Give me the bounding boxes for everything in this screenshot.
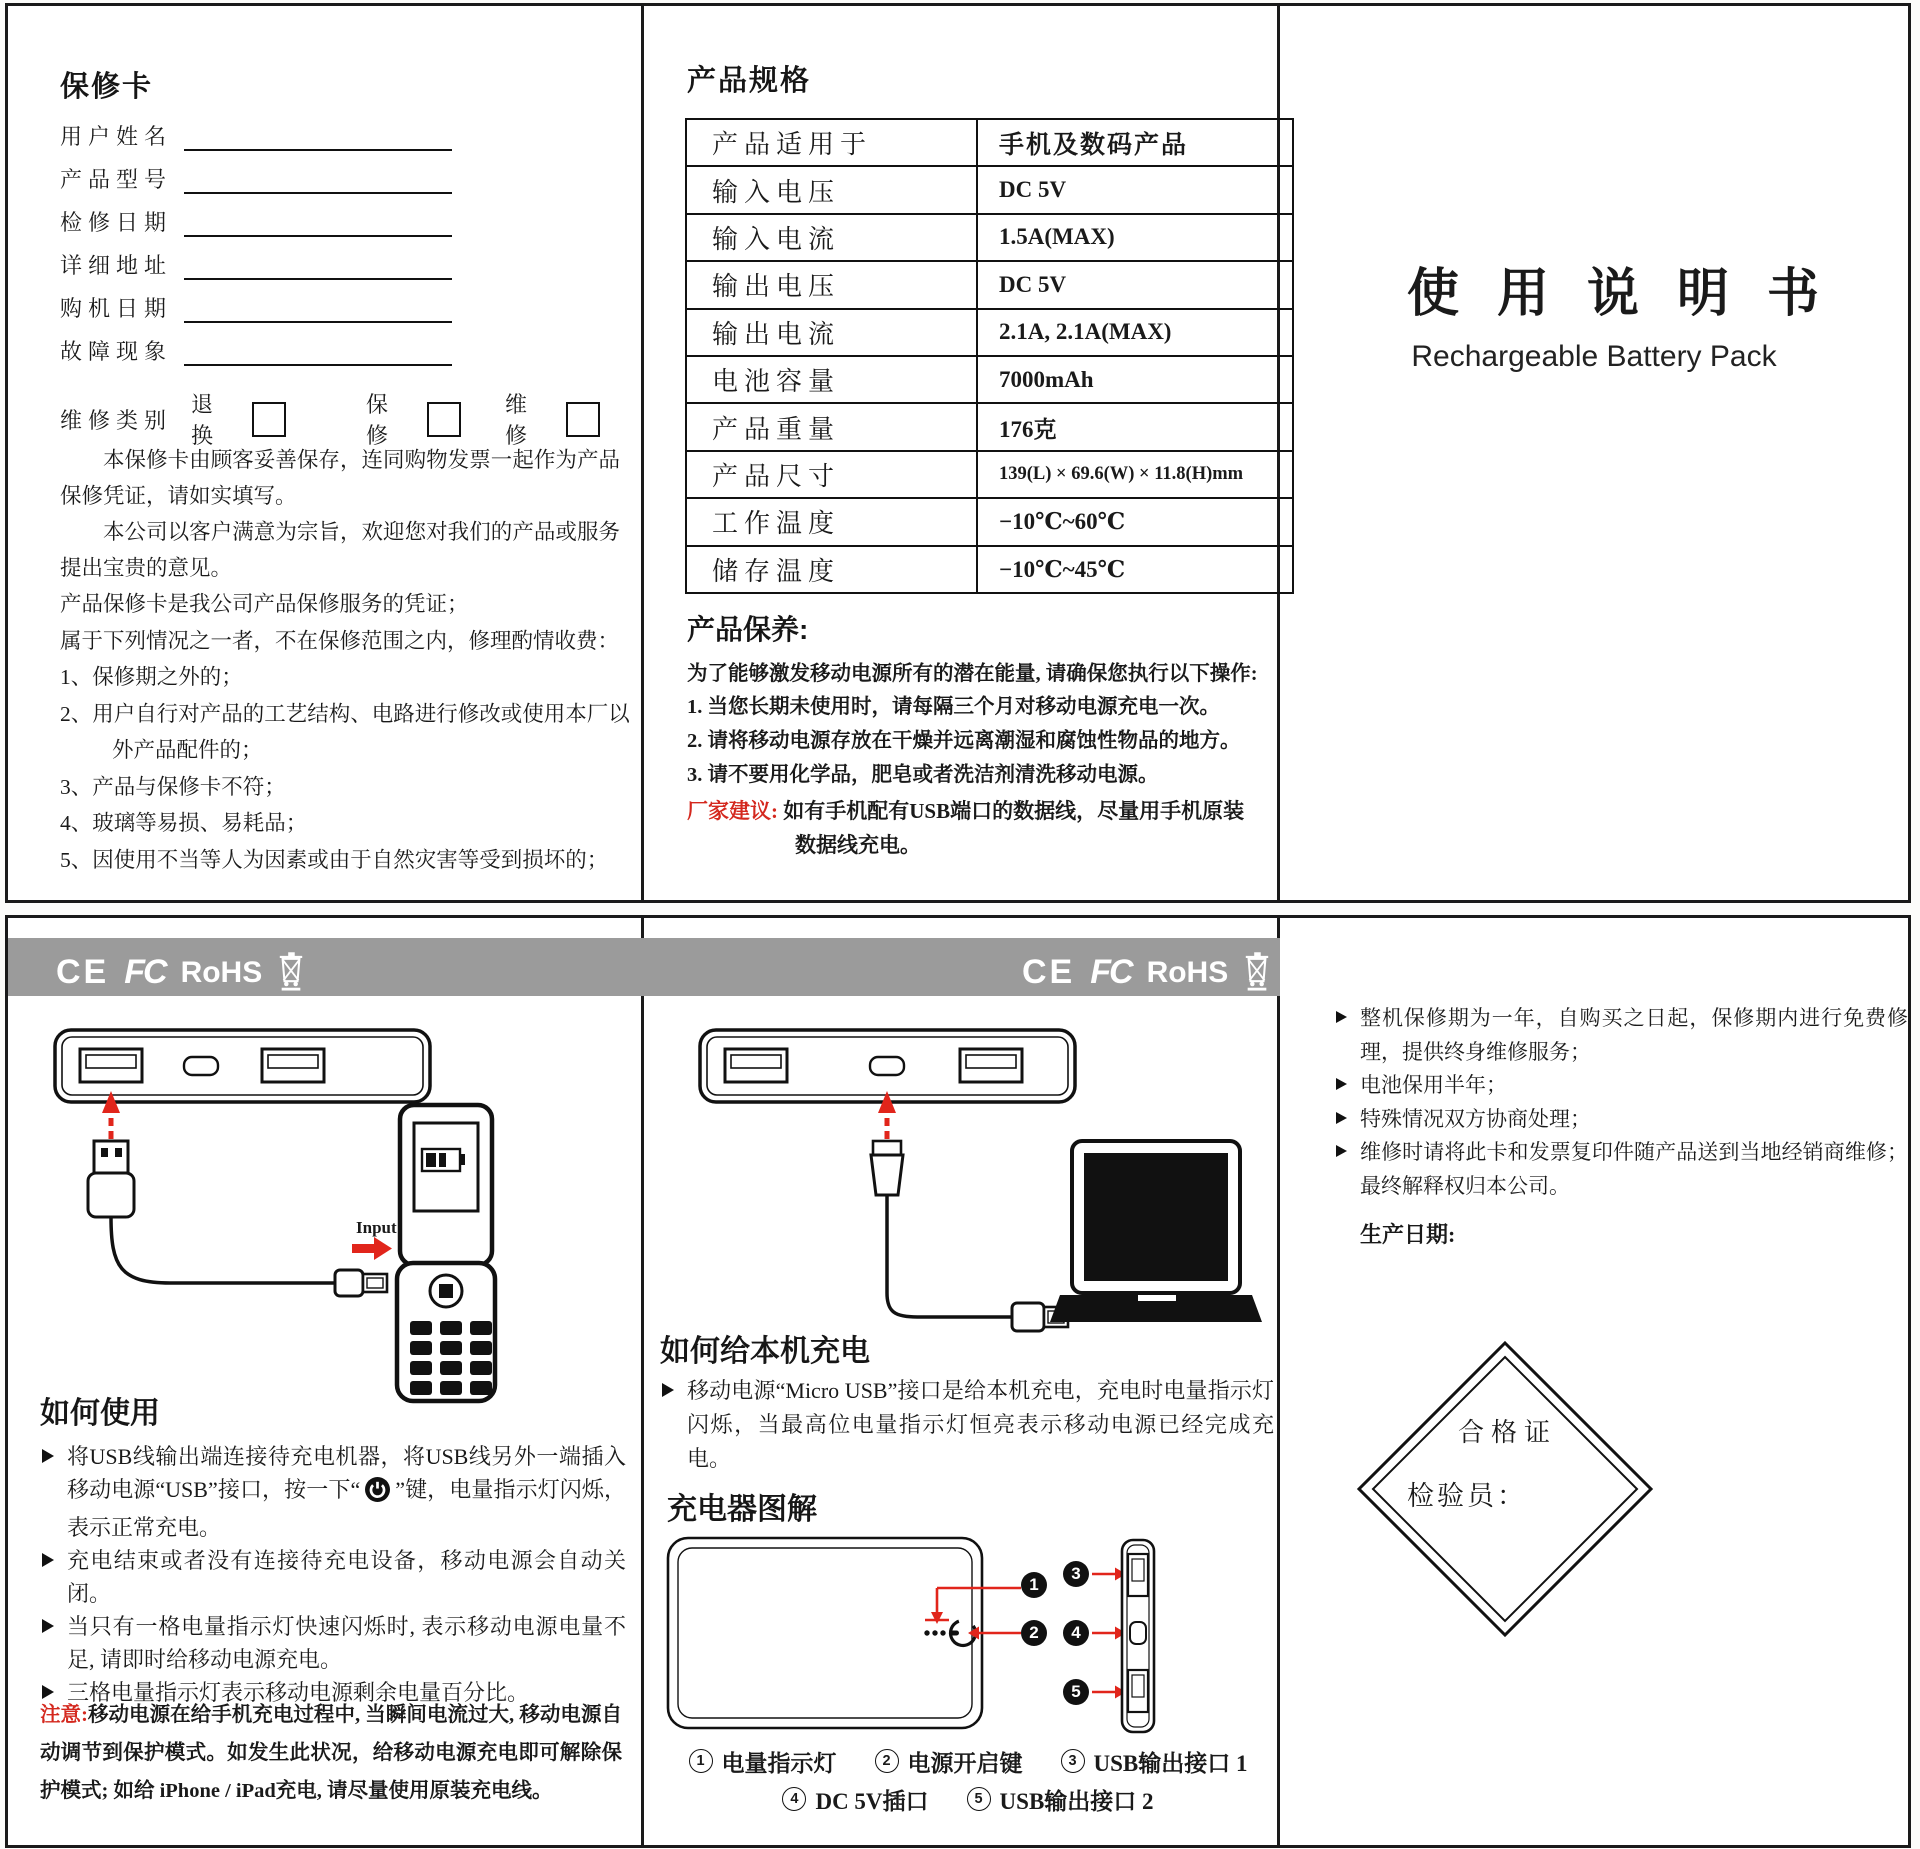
spec-label: 输入电流 xyxy=(686,214,977,261)
legend-label: DC 5V插口 xyxy=(815,1788,929,1814)
suggestion-text: 如有手机配有USB端口的数据线，尽量用手机原装 xyxy=(783,799,1245,823)
micro-usb-plug-icon xyxy=(873,1141,901,1155)
care-title: 产品保养: xyxy=(687,614,809,645)
cover-subtitle: Rechargeable Battery Pack xyxy=(1411,340,1777,373)
legend-item xyxy=(875,1745,1023,1778)
checkbox-warranty xyxy=(427,402,461,437)
legend-num: 2 xyxy=(875,1749,899,1773)
fill-in-line xyxy=(184,115,452,151)
rohs-mark: RoHS xyxy=(180,955,263,989)
spec-label: 储存温度 xyxy=(686,546,977,593)
checkbox-exchange xyxy=(252,402,286,437)
spec-label: 输入电压 xyxy=(686,166,977,213)
spec-label: 输出电流 xyxy=(686,309,977,356)
legend-item xyxy=(782,1783,928,1816)
charge-self-title: 如何给本机充电 xyxy=(660,1335,870,1368)
caution-note xyxy=(40,1696,622,1810)
bullet-item: 移动电源“Micro USB”接口是给本机充电，充电时电量指示灯闪烁，当最高位电量指示灯恒亮表示移动电源已经完成充电。 xyxy=(660,1374,1274,1476)
form-row xyxy=(60,151,452,194)
spec-label: 产品尺寸 xyxy=(686,451,977,498)
spec-value: 1.5A(MAX) xyxy=(977,214,1293,261)
suggestion-text-2: 数据线充电。 xyxy=(795,833,921,857)
power-button-icon xyxy=(365,1477,390,1511)
bullet-item: 当只有一格电量指示灯快速闪烁时, 表示移动电源电量不足, 请即时给移动电源充电。 xyxy=(40,1610,626,1676)
usb-port-1-icon xyxy=(80,1049,142,1082)
bullet-item: 充电结束或者没有连接待充电设备，移动电源会自动关闭。 xyxy=(40,1544,626,1610)
legend-label: 电源开启键 xyxy=(907,1750,1023,1776)
dc5v-port-icon xyxy=(1130,1622,1146,1644)
spec-table xyxy=(685,118,1294,594)
bullet-text: ”键，电量指示灯闪烁，表示正常充电。 xyxy=(67,1477,627,1540)
input-label: Input xyxy=(356,1218,397,1237)
usb-plug-icon xyxy=(335,1270,363,1296)
bullet-item: 三格电量指示灯表示移动电源剩余电量百分比。 xyxy=(40,1676,626,1709)
repair-type-label: 维修类别 xyxy=(60,407,173,433)
term-item: 1、保修期之外的； xyxy=(60,665,243,689)
suggestion-label: 厂家建议: xyxy=(687,799,778,823)
spec-value: −10℃~45℃ xyxy=(977,546,1293,593)
cover-title: 使用说明书 xyxy=(1406,266,1857,323)
warranty-terms-list xyxy=(60,586,632,878)
policy-item: 特殊情况双方协商处理； xyxy=(1333,1103,1908,1137)
care-item: 2. 请将移动电源存放在干燥并远离潮湿和腐蚀性物品的地方。 xyxy=(687,730,1241,752)
spec-label: 产品适用于 xyxy=(686,119,977,166)
how-to-use-title: 如何使用 xyxy=(40,1397,160,1430)
spec-title: 产品规格 xyxy=(687,65,812,97)
usb-plug-icon xyxy=(1012,1303,1044,1331)
form-row xyxy=(60,237,452,280)
rohs-mark: RoHS xyxy=(1146,955,1229,989)
how-to-use-list xyxy=(40,1440,626,1709)
panel-cover xyxy=(1280,6,1908,900)
legend-num: 5 xyxy=(967,1787,991,1811)
form-label: 检修日期 xyxy=(60,210,173,235)
form-label: 故障现象 xyxy=(60,339,173,364)
legend-num: 4 xyxy=(782,1787,806,1811)
care-item: 1. 当您长期未使用时，请每隔三个月对移动电源充电一次。 xyxy=(687,696,1220,718)
form-row xyxy=(60,194,452,237)
spec-value: DC 5V xyxy=(977,166,1293,213)
fill-in-line xyxy=(184,158,452,194)
repair-type-option: 维修 xyxy=(505,392,532,448)
ce-mark-icon: CE xyxy=(1022,953,1076,991)
usb-port-1-icon xyxy=(725,1049,787,1082)
fill-in-line xyxy=(184,201,452,237)
bullet-text: 将USB线输出端连接待充电机器，将USB线另外一端插入移动电源“USB”接口，按一下“ xyxy=(67,1444,626,1502)
bottom-sheet xyxy=(5,915,1911,1848)
form-label: 详细地址 xyxy=(60,253,173,278)
callout-badge-4: 4 xyxy=(1063,1620,1089,1646)
usb-cable xyxy=(887,1195,1012,1317)
warranty-policy-list xyxy=(1333,1002,1908,1203)
care-item: 3. 请不要用化学品，肥皂或者洗洁剂清洗移动电源。 xyxy=(687,764,1159,786)
production-date-label: 生产日期: xyxy=(1360,1222,1456,1247)
form-label: 用户姓名 xyxy=(60,124,173,149)
charging-diagram-powerbank-laptop xyxy=(660,1023,1270,1353)
cert-logo-group xyxy=(1022,949,1271,996)
spec-value: 176克 xyxy=(977,403,1293,450)
repair-type-row xyxy=(60,388,600,450)
spec-value: 手机及数码产品 xyxy=(977,119,1293,166)
bullet-item xyxy=(40,1440,626,1544)
checkbox-repair xyxy=(566,402,600,437)
ce-mark-icon: CE xyxy=(56,953,110,991)
charge-self-list xyxy=(660,1374,1274,1476)
term-item: 3、产品与保修卡不符； xyxy=(60,774,286,799)
fcc-mark-icon: FC xyxy=(124,953,166,991)
fcc-mark-icon: FC xyxy=(1090,953,1132,991)
top-sheet xyxy=(5,3,1911,903)
legend-label: USB输出接口 2 xyxy=(999,1788,1154,1814)
policy-item: 电池保用半年； xyxy=(1333,1069,1908,1103)
fill-in-line xyxy=(184,244,452,280)
usb-cable xyxy=(111,1217,335,1283)
callout-badge-2: 2 xyxy=(1021,1620,1047,1646)
legend-item xyxy=(967,1783,1154,1816)
usb-port-2-icon xyxy=(960,1049,1022,1082)
weee-bin-icon xyxy=(277,949,305,996)
manufacturer-suggestion xyxy=(687,794,1277,862)
input-arrow xyxy=(352,1244,374,1253)
usb-out-2-icon xyxy=(1128,1670,1148,1712)
spec-value: DC 5V xyxy=(977,261,1293,308)
form-row xyxy=(60,323,452,366)
spec-value: 139(L) × 69.6(W) × 11.8(H)mm xyxy=(977,451,1293,498)
form-label: 产品型号 xyxy=(60,167,173,192)
form-row xyxy=(60,280,452,323)
terms-intro: 产品保修卡是我公司产品保修服务的凭证； xyxy=(60,592,469,616)
policy-item: 整机保修期为一年，自购买之日起，保修期内进行免费修理，提供终身维修服务； xyxy=(1333,1002,1908,1069)
weee-bin-icon xyxy=(1243,949,1271,996)
warranty-form xyxy=(60,108,452,366)
callout-badge-5: 5 xyxy=(1063,1679,1089,1705)
term-item: 4、玻璃等易损、易耗品； xyxy=(60,811,308,835)
callout-badge-1: 1 xyxy=(1021,1572,1047,1598)
legend-item xyxy=(689,1745,837,1778)
callout-badge-3: 3 xyxy=(1063,1561,1089,1587)
note-label: 注意: xyxy=(40,1704,88,1726)
fill-in-line xyxy=(184,287,452,323)
repair-type-option: 退换 xyxy=(191,392,218,448)
legend-num: 3 xyxy=(1061,1749,1085,1773)
qc-stamp-title: 合格证 xyxy=(1458,1418,1558,1447)
cert-logo-group xyxy=(56,949,305,996)
terms-intro: 属于下列情况之一者，不在保修范围之内，修理酌情收费： xyxy=(60,628,620,653)
paragraph: 本保修卡由顾客妥善保存，连同购物发票一起作为产品保修凭证，请如实填写。 xyxy=(60,448,620,508)
policy-item: 维修时请将此卡和发票复印件随产品送到当地经销商维修；最终解释权归本公司。 xyxy=(1333,1136,1908,1203)
term-item: 2、用户自行对产品的工艺结构、电路进行修改或使用本厂以外产品配件的； xyxy=(60,701,630,762)
diagram-legend xyxy=(660,1742,1276,1818)
warranty-card-title: 保修卡 xyxy=(60,71,154,103)
spec-value: 7000mAh xyxy=(977,356,1293,403)
spec-label: 工作温度 xyxy=(686,498,977,545)
spec-value: 2.1A, 2.1A(MAX) xyxy=(977,309,1293,356)
usb-port-2-icon xyxy=(262,1049,324,1082)
legend-num: 1 xyxy=(689,1749,713,1773)
spec-label: 产品重量 xyxy=(686,403,977,450)
legend-label: USB输出接口 1 xyxy=(1093,1750,1248,1776)
term-item: 5、因使用不当等人为因素或由于自然灾害等受到损坏的； xyxy=(60,847,609,872)
fill-in-line xyxy=(184,330,452,366)
legend-label: 电量指示灯 xyxy=(721,1750,837,1776)
note-text: 移动电源在给手机充电过程中, 当瞬间电流过大, 移动电源自动调节到保护模式。如发生此状况，给移动电源充电即可解除保护模式; 如给 iPhone / iPad充电, 请尽量使用原装充电线。 xyxy=(40,1704,623,1802)
care-intro: 为了能够激发移动电源所有的潜在能量, 请确保您执行以下操作: xyxy=(687,663,1258,685)
form-row xyxy=(60,108,452,151)
legend-item xyxy=(1061,1745,1248,1778)
care-list xyxy=(687,690,1272,792)
repair-type-option: 保修 xyxy=(366,392,393,448)
paragraph: 本公司以客户满意为宗旨，欢迎您对我们的产品或服务提出宝贵的意见。 xyxy=(60,520,620,580)
qc-inspector-label: 检验员： xyxy=(1407,1481,1527,1511)
charger-parts-diagram xyxy=(660,1530,1220,1742)
usb-plug-icon xyxy=(94,1141,128,1173)
spec-label: 电池容量 xyxy=(686,356,977,403)
form-label: 购机日期 xyxy=(60,296,173,321)
charger-diagram-title: 充电器图解 xyxy=(667,1493,817,1526)
spec-label: 输出电压 xyxy=(686,261,977,308)
usage-diagram-powerbank-phone xyxy=(48,1023,518,1423)
spec-value: −10℃~60℃ xyxy=(977,498,1293,545)
warranty-intro-paragraphs xyxy=(60,442,620,586)
usb-out-1-icon xyxy=(1128,1554,1148,1596)
